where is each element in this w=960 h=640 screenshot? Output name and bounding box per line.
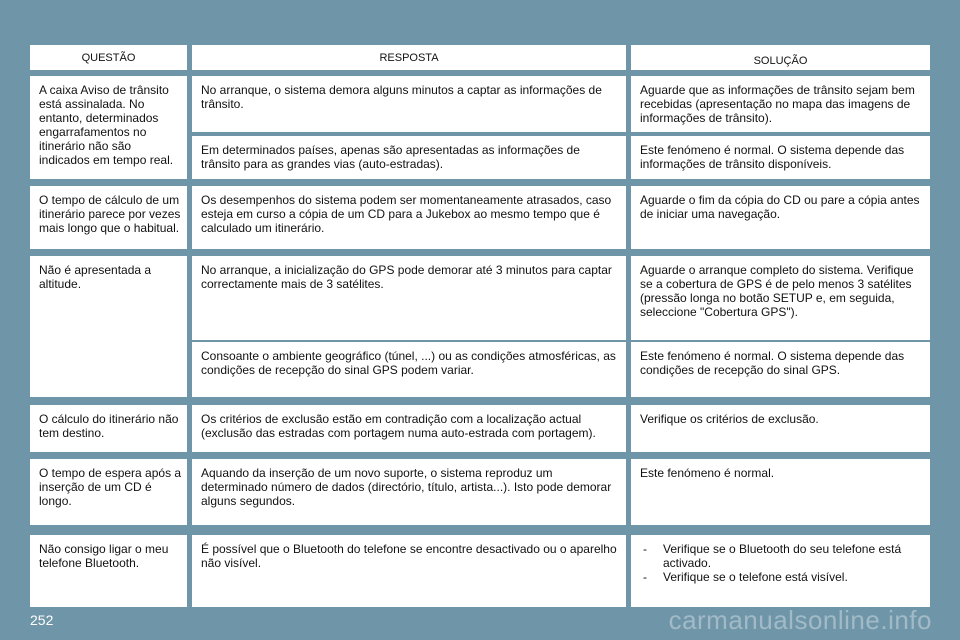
answer-cell [192, 186, 626, 249]
solution-text: Aguarde o arranque completo do sistema. Verifique se a cobertura de GPS é de pelo menos 3 satélites (pressão longa no botão SETUP e, em seguida, seleccione "Cobertura GPS"). [640, 263, 914, 319]
solution-text: Aguarde que as informações de trânsito sejam bem recebidas (apresentação no mapa das imagens de informações de trânsito). [640, 83, 915, 125]
question-text: O tempo de espera após a inserção de um CD é longo. [39, 466, 182, 508]
answer-cell [192, 405, 626, 452]
question-cell [30, 76, 187, 179]
answer-cell [192, 535, 626, 607]
solution-text: Este fenómeno é normal. [640, 466, 775, 480]
solution-text: Este fenómeno é normal. O sistema depende das informações de trânsito disponíveis. [640, 143, 905, 171]
answer-cell [192, 459, 626, 525]
page-number: 252 [30, 612, 54, 628]
question-cell [30, 535, 187, 607]
header-questao: QUESTÃO [30, 45, 187, 70]
watermark-text: carmanualsonline.info [668, 605, 932, 635]
answer-text: Em determinados países, apenas são apresentadas as informações de trânsito para as grandes vias (auto-estradas). [201, 143, 580, 171]
solution-cell [631, 256, 930, 340]
solution-list-item: - Verifique se o Bluetooth do seu telefone está activado. [643, 542, 921, 570]
answer-text: No arranque, a inicialização do GPS pode demorar até 3 minutos para captar correctamente mais de 3 satélites. [201, 263, 612, 291]
solution-text: Aguarde o fim da cópia do CD ou pare a cópia antes de iniciar uma navegação. [640, 193, 920, 221]
solution-cell [631, 405, 930, 452]
question-text: O cálculo do itinerário não tem destino. [39, 412, 179, 440]
question-cell [30, 186, 187, 249]
answer-cell [192, 342, 626, 397]
solution-text: Este fenómeno é normal. O sistema depende das condições de recepção do sinal GPS. [640, 349, 905, 377]
question-cell [30, 405, 187, 452]
answer-text: No arranque, o sistema demora alguns minutos a captar as informações de trânsito. [201, 83, 602, 111]
question-text: Não consigo ligar o meu telefone Bluetooth. [39, 542, 169, 570]
solution-text: Verifique os critérios de exclusão. [640, 412, 819, 426]
question-text: A caixa Aviso de trânsito está assinalada. No entanto, determinados engarrafamentos no itinerário não são indicados em tempo real. [39, 83, 174, 167]
solution-cell [631, 342, 930, 397]
header-resposta: RESPOSTA [192, 45, 626, 70]
solution-cell [631, 459, 930, 525]
question-text: O tempo de cálculo de um itinerário parece por vezes mais longo que o habitual. [39, 193, 181, 235]
solution-cell [631, 186, 930, 249]
answer-text: É possível que o Bluetooth do telefone se encontre desactivado ou o aparelho não visível. [201, 542, 617, 570]
question-cell [30, 256, 187, 397]
solution-list [643, 542, 921, 584]
question-text: Não é apresentada a altitude. [39, 263, 152, 291]
answer-cell [192, 256, 626, 340]
answer-cell [192, 76, 626, 132]
solution-list-item: - Verifique se o telefone está visível. [643, 570, 921, 584]
solution-cell [631, 535, 930, 607]
answer-text: Aquando da inserção de um novo suporte, o sistema reproduz um determinado número de dados (directório, título, artista...). Isto pode demorar alguns segundos. [201, 466, 612, 508]
solution-cell [631, 76, 930, 132]
answer-text: Os critérios de exclusão estão em contradição com a localização actual (exclusão das estradas com portagem numa auto-estrada com portagem). [201, 412, 596, 440]
answer-text: Consoante o ambiente geográfico (túnel, ...) ou as condições atmosféricas, as condições de recepção do sinal GPS podem variar. [201, 349, 616, 377]
header-solucao: SOLUÇÃO [631, 45, 930, 70]
question-cell [30, 459, 187, 525]
solution-cell [631, 136, 930, 179]
answer-text: Os desempenhos do sistema podem ser momentaneamente atrasados, caso esteja em curso a cópia de um CD para a Jukebox ao mesmo tempo que é calculado um itinerário. [201, 193, 612, 235]
answer-cell [192, 136, 626, 179]
